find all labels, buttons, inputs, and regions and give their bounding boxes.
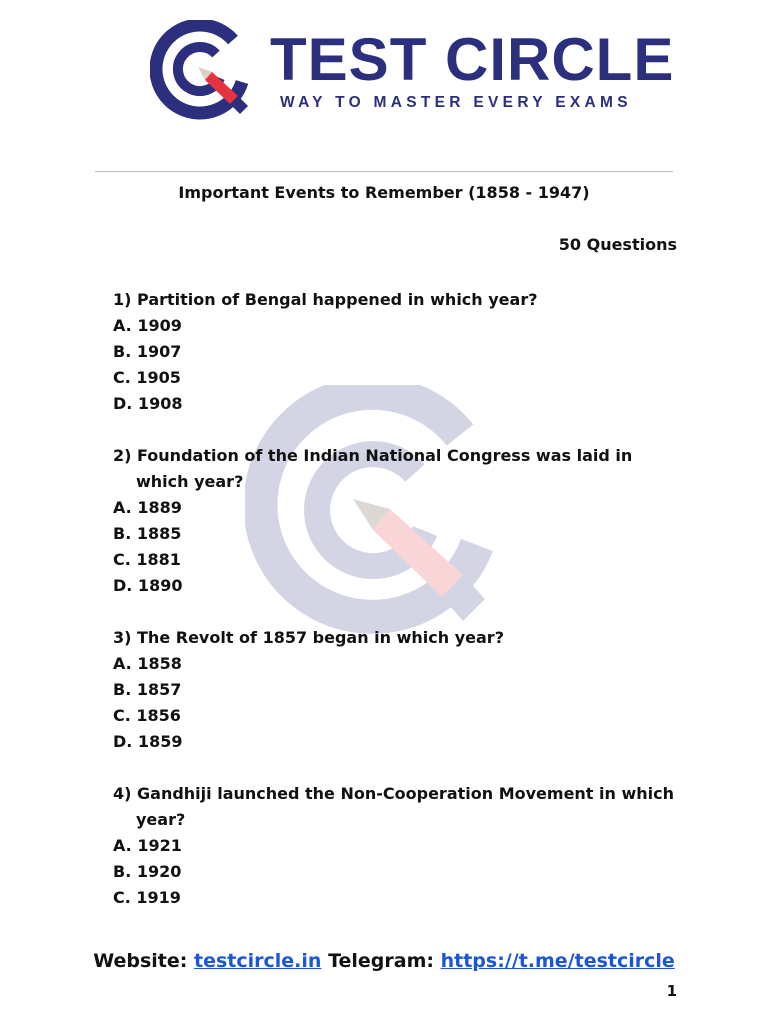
answer-option: A. 1921	[113, 836, 182, 855]
telegram-label: Telegram:	[328, 950, 434, 972]
answer-option: B. 1885	[113, 524, 182, 543]
question-text: 2) Foundation of the Indian National Congress was laid in which year?	[113, 446, 633, 491]
question-item	[113, 625, 683, 755]
document-title: Important Events to Remember (1858 - 1947)	[178, 183, 590, 202]
logo-title: TEST CIRCLE	[270, 26, 675, 93]
question-list	[113, 287, 683, 937]
footer-contact	[0, 950, 768, 972]
website-label: Website:	[93, 950, 188, 972]
answer-option: C. 1919	[113, 888, 181, 907]
answer-option: C. 1905	[113, 368, 181, 387]
answer-option: B. 1907	[113, 342, 182, 361]
answer-option: A. 1909	[113, 316, 182, 335]
question-item	[113, 781, 683, 911]
logo-tagline: WAY TO MASTER EVERY EXAMS	[280, 94, 632, 111]
answer-option: D. 1890	[113, 576, 183, 595]
header-divider	[95, 171, 673, 172]
question-item	[113, 443, 683, 599]
page-number: 1	[666, 982, 677, 1000]
website-link[interactable]: testcircle.in	[194, 950, 322, 972]
answer-option: D. 1859	[113, 732, 183, 751]
answer-option: A. 1889	[113, 498, 182, 517]
question-text: 1) Partition of Bengal happened in which year?	[113, 290, 538, 309]
question-item	[113, 287, 683, 417]
answer-option: B. 1920	[113, 862, 182, 881]
answer-option: B. 1857	[113, 680, 182, 699]
answer-option: D. 1908	[113, 394, 183, 413]
question-count: 50 Questions	[558, 235, 677, 254]
brand-logo	[150, 20, 675, 130]
answer-option: C. 1881	[113, 550, 181, 569]
answer-option: C. 1856	[113, 706, 181, 725]
question-text: 3) The Revolt of 1857 began in which year?	[113, 628, 504, 647]
answer-option: A. 1858	[113, 654, 182, 673]
telegram-link[interactable]: https://t.me/testcircle	[440, 950, 675, 972]
target-pencil-icon	[150, 20, 265, 125]
question-text: 4) Gandhiji launched the Non-Cooperation Movement in which year?	[113, 784, 674, 829]
